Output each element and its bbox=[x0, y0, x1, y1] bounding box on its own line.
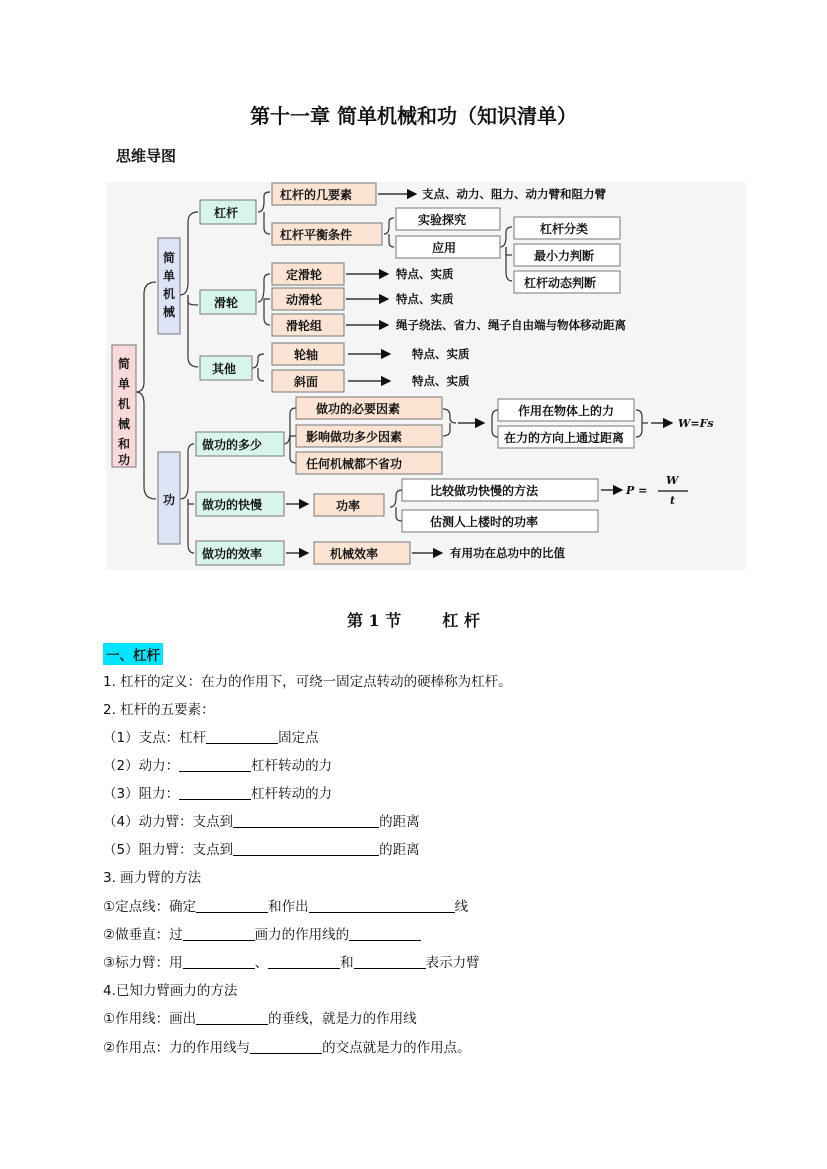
work-efficiency-label: 做功的效率 bbox=[202, 547, 263, 561]
power-formula-numerator: W bbox=[666, 474, 679, 487]
fill-blank[interactable] bbox=[179, 785, 251, 800]
fill-blank[interactable] bbox=[196, 1010, 268, 1025]
power-formula-denominator: t bbox=[670, 494, 676, 507]
text-line-9: ①定点线：确定 和作出 线 bbox=[103, 899, 469, 915]
section-name: 杠 杆 bbox=[442, 611, 480, 630]
power-label: 功率 bbox=[336, 499, 361, 513]
pulley-block-label: 滑轮组 bbox=[286, 319, 323, 333]
wheel-axle-label: 轮轴 bbox=[294, 348, 319, 362]
power-formula-lhs: P = bbox=[626, 484, 648, 497]
fill-blank[interactable] bbox=[179, 757, 251, 772]
movable-pulley-label: 动滑轮 bbox=[286, 293, 323, 307]
fill-blank[interactable] bbox=[233, 813, 379, 828]
fill-blank[interactable] bbox=[268, 954, 340, 969]
min-force-label: 最小力判断 bbox=[534, 249, 595, 263]
text-line-4: （2）动力： 杠杆转动的力 bbox=[103, 758, 333, 774]
efficiency-note: 有用功在总功中的比值 bbox=[450, 546, 565, 560]
machine-label: 简单机械 bbox=[163, 251, 176, 319]
text-line-6: （4）动力臂：支点到 的距离 bbox=[103, 814, 420, 830]
text-line-10: ②做垂直：过 画力的作用线的 bbox=[103, 925, 421, 945]
fill-blank[interactable] bbox=[183, 926, 255, 941]
fill-blank[interactable] bbox=[349, 926, 421, 941]
fixed-pulley-note: 特点、实质 bbox=[396, 267, 454, 281]
work-influence-label: 影响做功多少因素 bbox=[306, 430, 403, 444]
work-formula: W=Fs bbox=[678, 417, 714, 430]
section-number: 第 1 节 bbox=[346, 611, 402, 630]
fill-blank[interactable] bbox=[309, 898, 455, 913]
pulley-label: 滑轮 bbox=[214, 296, 239, 310]
section-title bbox=[0, 608, 827, 631]
others-label: 其他 bbox=[212, 362, 237, 376]
pulley-block-note: 绳子绕法、省力、绳子自由端与物体移动距离 bbox=[396, 318, 626, 332]
application-label: 应用 bbox=[432, 241, 457, 255]
text-line-5: （3）阻力： 杠杆转动的力 bbox=[103, 786, 333, 802]
work-speed-label: 做功的快慢 bbox=[202, 498, 263, 512]
text-line-1: 1. 杠杆的定义：在力的作用下，可绕一固定点转动的硬棒称为杠杆。 bbox=[103, 674, 512, 690]
work-label: 功 bbox=[163, 493, 176, 507]
force-on-object-label: 作用在物体上的力 bbox=[518, 404, 615, 418]
fill-blank[interactable] bbox=[233, 841, 379, 856]
text-line-8: 3. 画力臂的方法 bbox=[103, 870, 202, 886]
distance-label: 在力的方向上通过距离 bbox=[504, 431, 625, 445]
text-line-13: ①作用线：画出 的垂线，就是力的作用线 bbox=[103, 1011, 417, 1027]
lever-types-label: 杠杆分类 bbox=[540, 222, 589, 236]
document-title: 第十一章 简单机械和功（知识清单） bbox=[250, 104, 577, 128]
text-line-12: 4.已知力臂画力的方法 bbox=[103, 983, 238, 999]
fill-blank[interactable] bbox=[354, 954, 426, 969]
fill-blank[interactable] bbox=[183, 954, 255, 969]
incline-note: 特点、实质 bbox=[412, 374, 470, 388]
lever-dynamic-label: 杠杆动态判断 bbox=[524, 276, 597, 290]
fill-blank[interactable] bbox=[196, 898, 268, 913]
mind-map bbox=[106, 182, 746, 570]
subsection-heading: 一、杠杆 bbox=[103, 643, 163, 665]
experiment-label: 实验探究 bbox=[418, 213, 467, 227]
root-label: 简单机械和功 bbox=[118, 357, 131, 467]
lever-balance-label: 杠杆平衡条件 bbox=[280, 228, 353, 242]
no-save-work-label: 任何机械都不省功 bbox=[306, 457, 403, 471]
text-line-2: 2. 杠杆的五要素： bbox=[103, 702, 215, 718]
compare-speed-label: 比较做功快慢的方法 bbox=[430, 484, 539, 498]
mindmap-heading: 思维导图 bbox=[116, 147, 177, 165]
text-line-7: （5）阻力臂：支点到 的距离 bbox=[103, 842, 420, 858]
text-line-11: ③标力臂：用 、 和 表示力臂 bbox=[103, 955, 480, 971]
wheel-axle-note: 特点、实质 bbox=[412, 347, 470, 361]
lever-elements-note: 支点、动力、阻力、动力臂和阻力臂 bbox=[422, 187, 606, 201]
text-line-14: ②作用点：力的作用线与 的交点就是力的作用点。 bbox=[103, 1040, 471, 1056]
fill-blank[interactable] bbox=[250, 1039, 322, 1054]
fill-blank[interactable] bbox=[206, 729, 278, 744]
lever-label: 杠杆 bbox=[214, 206, 239, 220]
fixed-pulley-label: 定滑轮 bbox=[286, 268, 323, 282]
work-factors-label: 做功的必要因素 bbox=[316, 402, 401, 416]
work-amount-label: 做功的多少 bbox=[202, 438, 263, 452]
text-line-3: （1）支点：杠杆 固定点 bbox=[103, 730, 319, 746]
mech-efficiency-label: 机械效率 bbox=[330, 547, 379, 561]
incline-label: 斜面 bbox=[294, 375, 319, 389]
lever-elements-label: 杠杆的几要素 bbox=[280, 188, 353, 202]
movable-pulley-note: 特点、实质 bbox=[396, 292, 454, 306]
estimate-power-label: 估测人上楼时的功率 bbox=[430, 515, 539, 529]
